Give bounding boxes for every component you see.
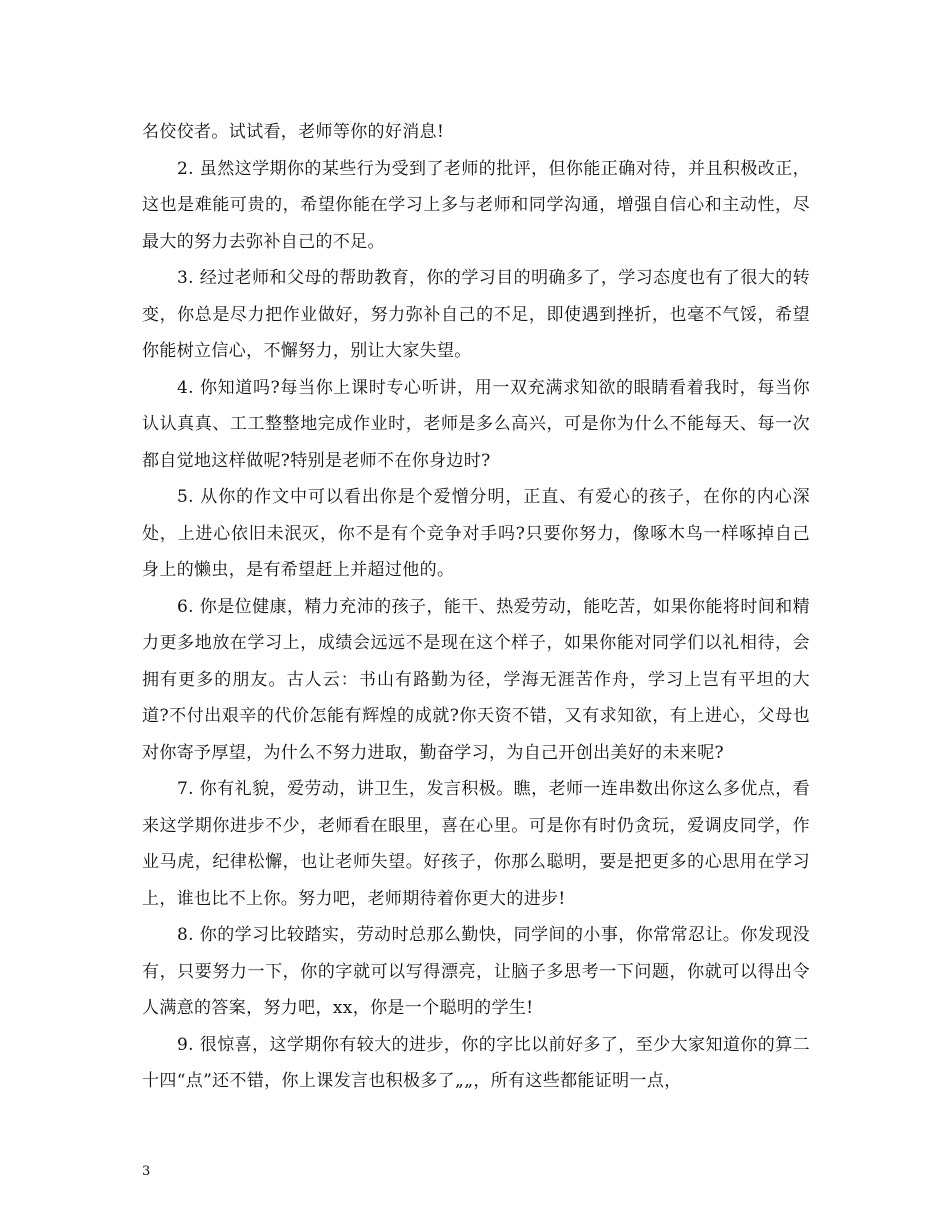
paragraph-6: 6. 你是位健康，精力充沛的孩子，能干、热爱劳动，能吃苦，如果你能将时间和精力更多地放在学习上，成绩会远远不是现在这个样子，如果你能对同学们以礼相待，会拥有更多的朋友。古人云：书山有路勤为径，学海无涯苦作舟，学习上岂有平坦的大道?不付出艰辛的代价怎能有辉煌的成就?你天资不错，又有求知欲，有上进心，父母也对你寄予厚望，为什么不努力进取，勤奋学习，为自己开创出美好的未来呢?	[142, 596, 810, 763]
paragraph-continuation: 名佼佼者。试试看，老师等你的好消息!	[142, 122, 445, 142]
paragraph-3: 3. 经过老师和父母的帮助教育，你的学习目的明确多了，学习态度也有了很大的转变，你总是尽力把作业做好，努力弥补自己的不足，即使遇到挫折，也毫不气馁，希望你能树立信心，不懈努力，别让大家失望。	[142, 268, 810, 361]
paragraph-8: 8. 你的学习比较踏实，劳动时总那么勤快，同学间的小事，你常常忍让。你发现没有，只要努力一下，你的字就可以写得漂亮，让脑子多思考一下问题，你就可以得出令人满意的答案，努力吧，xx，你是一个聪明的学生!	[142, 925, 810, 1018]
paragraph-2: 2. 虽然这学期你的某些行为受到了老师的批评，但你能正确对待，并且积极改正，这也是难能可贵的，希望你能在学习上多与老师和同学沟通，增强自信心和主动性，尽最大的努力去弥补自己的不足。	[142, 158, 810, 252]
paragraph-7: 7. 你有礼貌，爱劳动，讲卫生，发言积极。瞧，老师一连串数出你这么多优点，看来这学期你进步不少，老师看在眼里，喜在心里。可是你有时仍贪玩，爱调皮同学，作业马虎，纪律松懈，也让老师失望。好孩子，你那么聪明，要是把更多的心思用在学习上，谁也比不上你。努力吧，老师期待着你更大的进步!	[142, 779, 810, 909]
paragraph-9: 9. 很惊喜，这学期你有较大的进步，你的字比以前好多了，至少大家知道你的算二十四“点”还不错，你上课发言也积极多了„„，所有这些都能证明一点，	[142, 1034, 810, 1091]
document-body	[142, 114, 810, 1100]
paragraph-5: 5. 从你的作文中可以看出你是个爱憎分明，正直、有爱心的孩子，在你的内心深处，上进心依旧未泯灭，你不是有个竞争对手吗?只要你努力，像啄木鸟一样啄掉自己身上的懒虫，是有希望赶上并超过他的。	[142, 487, 810, 580]
paragraph-4: 4. 你知道吗?每当你上课时专心听讲，用一双充满求知欲的眼睛看着我时，每当你认认真真、工工整整地完成作业时，老师是多么高兴，可是你为什么不能每天、每一次都自觉地这样做呢?特别是老师不在你身边时?	[142, 377, 810, 471]
page-number: 3	[142, 1164, 151, 1179]
